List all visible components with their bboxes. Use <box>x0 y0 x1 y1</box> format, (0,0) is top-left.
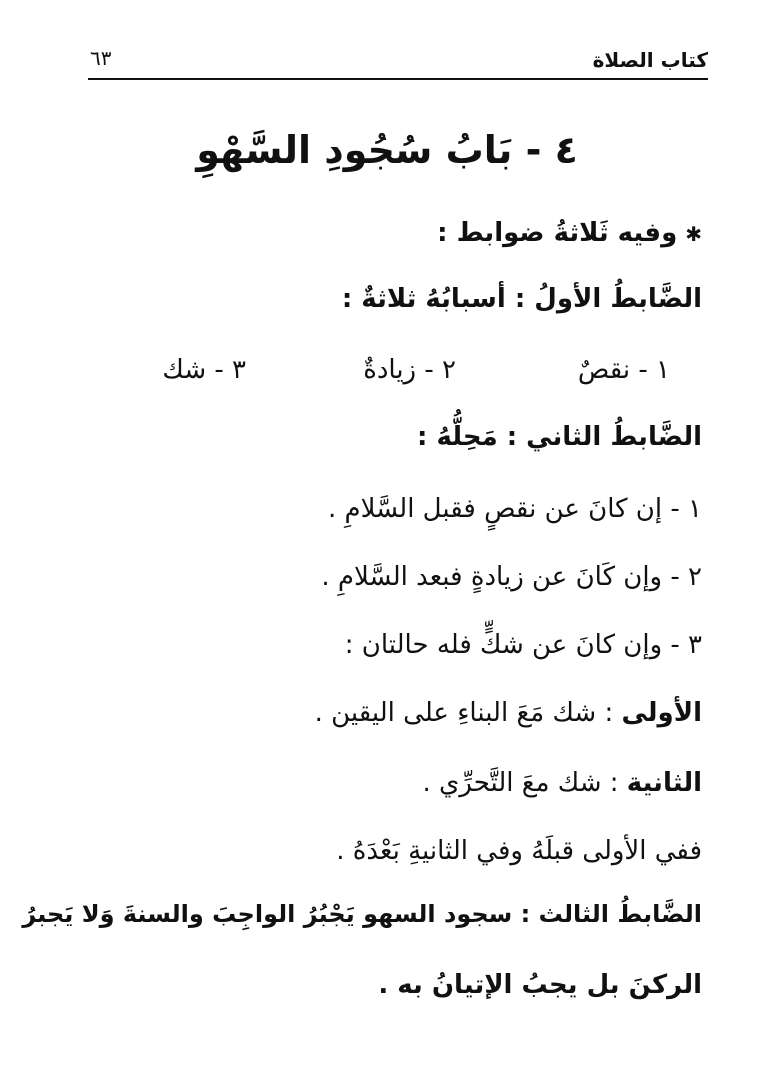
rule2-item-2: ٢ - وإن كَانَ عن زيادةٍ فبعد السَّلامِ . <box>321 562 702 592</box>
second-case-label: الثانية <box>626 768 702 798</box>
book-title: كتاب الصلاة <box>592 48 708 72</box>
causes-row <box>0 355 774 395</box>
rule3-line-2: الركنَ بل يجبُ الإتيانُ به . <box>378 970 702 1000</box>
second-case-line <box>423 768 702 798</box>
rule2-heading: الضَّابطُ الثاني : مَحِلُّهُ : <box>417 422 702 452</box>
rule2-item-3: ٣ - وإن كانَ عن شكٍّ فله حالتان : <box>344 630 702 660</box>
cause-item-1: ١ - نقصٌ <box>577 355 670 385</box>
conclusion-line: ففي الأولى قبلَهُ وفي الثانيةِ بَعْدَهُ . <box>336 836 702 866</box>
star-bullet-icon: ✱ <box>685 222 702 246</box>
second-case-text: : شك معَ التَّحرِّي . <box>422 768 627 798</box>
first-case-label: الأولى <box>621 698 702 728</box>
rule2-item-1: ١ - إن كانَ عن نقصٍ فقبل السَّلامِ . <box>327 494 702 524</box>
page-number: ٦٣ <box>90 46 112 70</box>
cause-item-3: ٣ - شك <box>162 355 246 385</box>
first-case-text: : شك مَعَ البناءِ على اليقين . <box>314 698 622 728</box>
rule1-heading: الضَّابطُ الأولُ : أسبابُهُ ثلاثةٌ : <box>341 284 702 314</box>
cause-item-2: ٢ - زيادةٌ <box>363 355 456 385</box>
rule3-line-1: الضَّابطُ الثالث : سجود السهو يَجْبُرُ الواجِبَ والسنةَ وَلا يَجبرُ <box>22 900 702 928</box>
first-case-line <box>315 698 702 728</box>
page-header <box>88 44 708 80</box>
intro-text: وفيه ثَلاثةُ ضوابط : <box>437 218 678 248</box>
chapter-title: ٤ - بَابُ سُجُودِ السَّهْوِ <box>196 128 578 172</box>
intro-line <box>437 218 702 248</box>
